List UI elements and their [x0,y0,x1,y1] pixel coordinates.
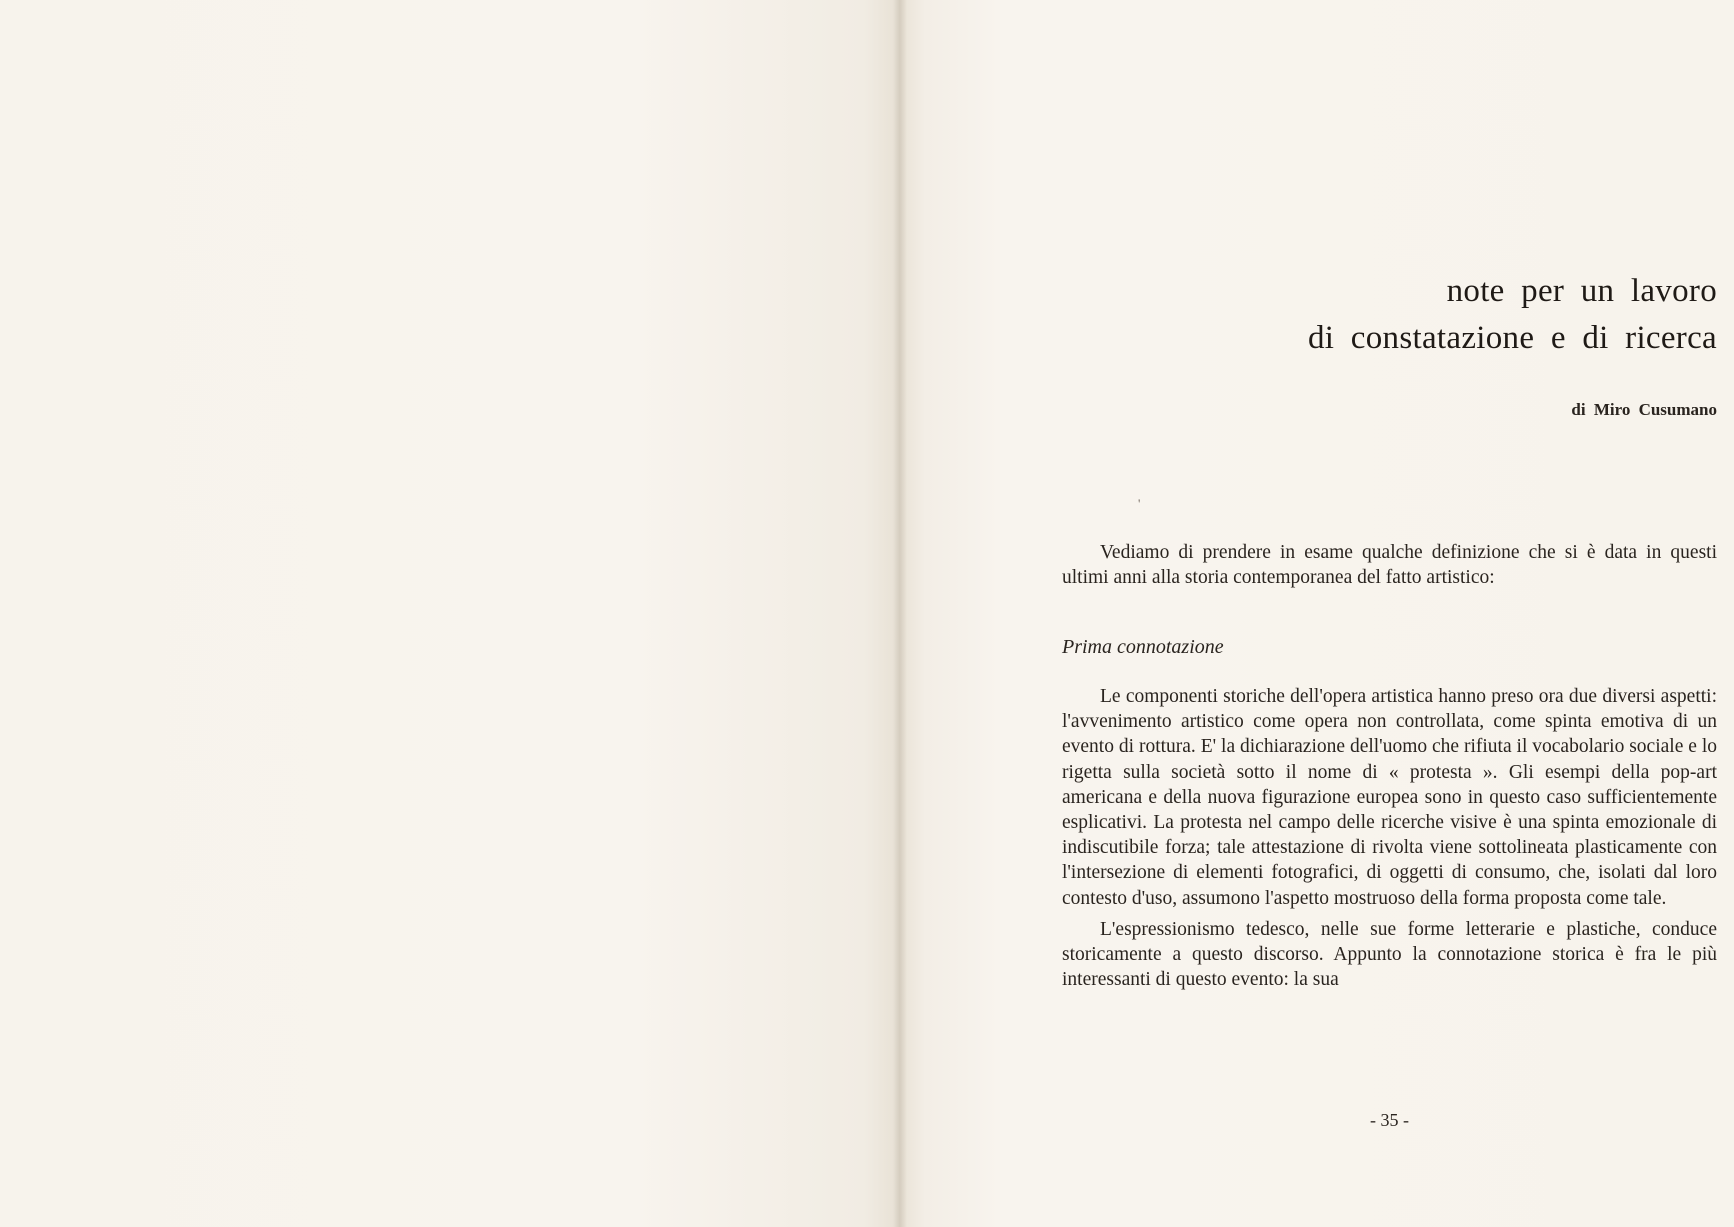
body-paragraph-2: L'espressionismo tedesco, nelle sue forme letterarie e plastiche, conduce storicamente a questo discorso. Appunto la connotazione storica è fra le più interessanti di questo evento: la sua [1062,918,1717,991]
intro-paragraph-block [1062,540,1717,590]
section-heading: Prima connotazione [1062,636,1224,658]
title-line-2: di constatazione e di ricerca [1307,320,1717,356]
body-text [1062,684,1717,992]
article-title [1308,268,1717,362]
page-number: - 35 - [1370,1110,1409,1130]
intro-paragraph: Vediamo di prendere in esame qualche definizione che si è data in questi ultimi anni alla storia contemporanea del fatto artistico: [1062,542,1717,589]
body-paragraph-1: Le componenti storiche dell'opera artistica hanno preso ora due diversi aspetti: l'avvenimento artistico come opera non controllata, come spinta emotiva di un evento di rottura. E' la dichiarazione dell'uomo che rifiuta il vocabolario sociale e lo rigetta sulla società sotto il nome di « protesta ». Gli esempi della pop-art americana e della nuova figurazione europea sono in questo caso sufficientemente esplicativi. La protesta nel campo delle ricerche visive è una spinta emozionale di indiscutibile forza; tale attestazione di rivolta viene sottolineata plasticamente con l'intersezione di elementi fotografici, di oggetti di consumo, che, isolati dal loro contesto d'uso, assumono l'aspetto mostruoso della forma proposta come tale. [1062,686,1717,909]
title-line-1: note per un lavoro [1446,273,1717,309]
ink-speck: ' [1138,496,1141,511]
right-page [900,0,1734,1227]
book-gutter [893,0,907,1227]
author-byline: di Miro Cusumano [1571,400,1717,419]
